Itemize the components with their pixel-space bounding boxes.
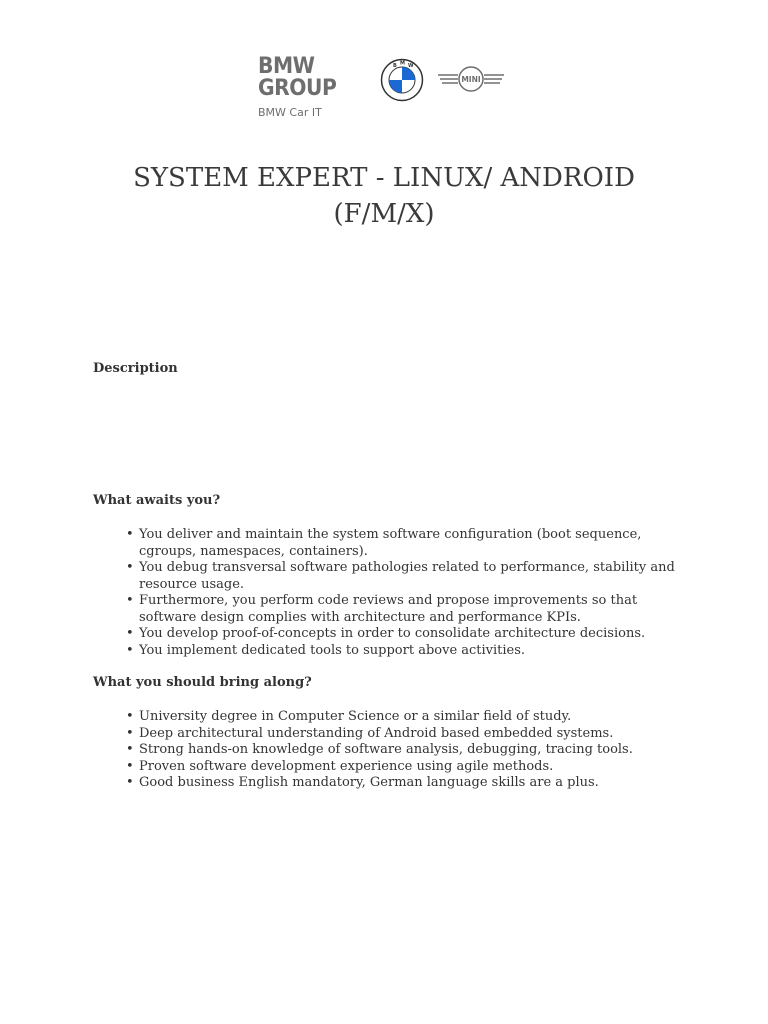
list-item bbox=[126, 709, 719, 726]
bmw-roundel-icon bbox=[380, 58, 424, 102]
description-heading: Description bbox=[93, 361, 178, 376]
list-item-text: Deep architectural understanding of Android based embedded systems. bbox=[139, 725, 614, 741]
bmw-group-logo-line1: BMW bbox=[258, 54, 315, 79]
svg-text:M: M bbox=[400, 60, 405, 67]
list-item-text: cgroups, namespaces, containers). bbox=[139, 543, 368, 559]
bullet-icon: • bbox=[126, 758, 134, 774]
bullet-icon: • bbox=[126, 593, 134, 608]
list-item-text: You implement dedicated tools to support above activities. bbox=[139, 642, 526, 658]
what-awaits-list bbox=[93, 527, 719, 659]
list-item-text: You deliver and maintain the system software configuration (boot sequence, bbox=[139, 527, 642, 542]
svg-text:B: B bbox=[393, 63, 397, 69]
list-item bbox=[126, 593, 719, 626]
list-item-text: Proven software development experience using agile methods. bbox=[139, 758, 554, 774]
what-awaits-heading: What awaits you? bbox=[93, 493, 221, 508]
list-item-text: resource usage. bbox=[139, 576, 245, 592]
bullet-icon: • bbox=[126, 560, 134, 575]
bmw-group-logo-line2: GROUP bbox=[258, 76, 337, 101]
list-item-text: software design complies with architecture and performance KPIs. bbox=[139, 609, 581, 625]
mini-logo-text: MINI bbox=[461, 75, 481, 84]
list-item bbox=[126, 560, 719, 593]
list-item bbox=[126, 742, 719, 759]
page-title-line1: SYSTEM EXPERT - LINUX/ ANDROID bbox=[133, 163, 635, 193]
bring-along-heading: What you should bring along? bbox=[93, 675, 312, 690]
bullet-icon: • bbox=[126, 725, 134, 741]
list-item bbox=[126, 527, 719, 560]
list-item bbox=[126, 626, 719, 643]
bullet-icon: • bbox=[126, 742, 134, 757]
list-item bbox=[126, 642, 719, 660]
mini-logo-icon bbox=[436, 64, 506, 94]
bmw-car-it-label: BMW Car IT bbox=[258, 106, 322, 119]
bullet-icon: • bbox=[126, 709, 134, 724]
page-title bbox=[84, 160, 684, 232]
page-title-line2: (F/M/X) bbox=[333, 199, 435, 229]
bmw-group-logo bbox=[258, 56, 343, 119]
list-item-text: University degree in Computer Science or a similar field of study. bbox=[139, 709, 572, 724]
bullet-icon: • bbox=[126, 527, 134, 542]
bullet-icon: • bbox=[126, 642, 134, 658]
list-item-text: Strong hands-on knowledge of software analysis, debugging, tracing tools. bbox=[139, 742, 633, 757]
list-item-text: Good business English mandatory, German language skills are a plus. bbox=[139, 775, 599, 790]
list-item bbox=[126, 775, 719, 792]
list-item-text: You debug transversal software pathologies related to performance, stability and bbox=[139, 560, 675, 575]
list-item bbox=[126, 725, 719, 743]
list-item-text: Furthermore, you perform code reviews and propose improvements so that bbox=[139, 593, 638, 608]
bring-along-list bbox=[93, 709, 719, 792]
svg-text:W: W bbox=[408, 63, 414, 69]
list-item bbox=[126, 758, 719, 776]
logo-header bbox=[258, 56, 518, 122]
list-item-text: You develop proof-of-concepts in order to consolidate architecture decisions. bbox=[139, 626, 646, 641]
bullet-icon: • bbox=[126, 626, 134, 641]
bullet-icon: • bbox=[126, 775, 134, 790]
